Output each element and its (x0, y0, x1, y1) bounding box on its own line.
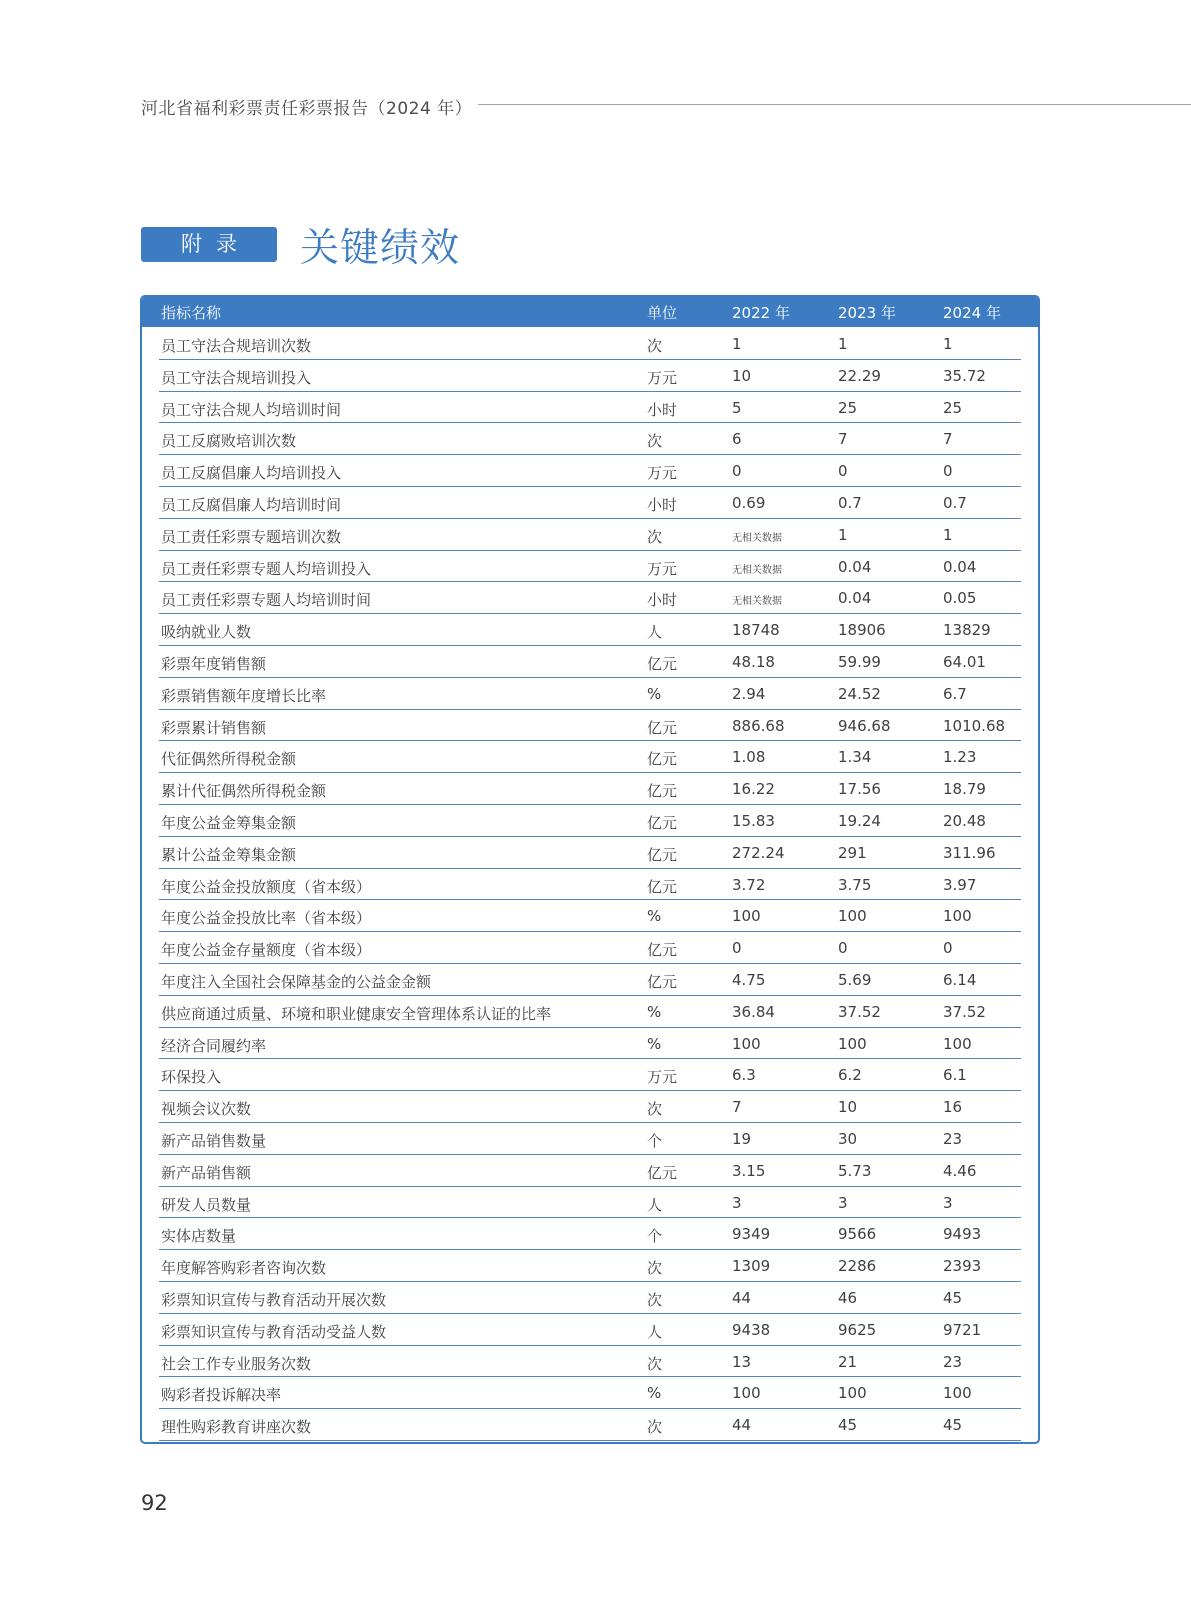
cell-indicator-name: 环保投入 (161, 1068, 222, 1087)
cell-value-2023: 5.69 (838, 970, 872, 989)
cell-unit: 次 (647, 1290, 663, 1309)
table-row (159, 582, 1021, 614)
cell-value-2024: 18.79 (943, 780, 986, 799)
cell-indicator-name: 员工反腐败培训次数 (161, 432, 297, 451)
column-header-2024: 2024 年 (943, 304, 1001, 322)
cell-unit: 次 (647, 1354, 663, 1373)
table-row (159, 360, 1021, 392)
cell-unit: % (647, 684, 662, 703)
cell-indicator-name: 吸纳就业人数 (161, 623, 252, 642)
cell-indicator-name: 研发人员数量 (161, 1195, 252, 1214)
cell-value-2024: 9721 (943, 1320, 982, 1339)
table-row (159, 328, 1021, 360)
table-row (159, 392, 1021, 424)
cell-value-2022: 2.94 (732, 684, 766, 703)
cell-unit: 亿元 (647, 782, 678, 801)
table-row (159, 519, 1021, 551)
cell-unit: 亿元 (647, 941, 678, 960)
table-row (159, 678, 1021, 710)
cell-indicator-name: 彩票年度销售额 (161, 654, 267, 673)
cell-value-2024: 100 (943, 907, 972, 926)
cell-value-2023: 3 (838, 1193, 848, 1212)
cell-value-2022: 15.83 (732, 811, 775, 830)
cell-unit: 亿元 (647, 1163, 678, 1182)
cell-value-2024: 100 (943, 1384, 972, 1403)
cell-value-2023: 946.68 (838, 716, 891, 735)
cell-value-2022: 6 (732, 430, 742, 449)
cell-indicator-name: 累计代征偶然所得税金额 (161, 782, 327, 801)
cell-unit: 次 (647, 1100, 663, 1119)
cell-indicator-name: 代征偶然所得税金额 (161, 750, 297, 769)
cell-value-2024: 37.52 (943, 1002, 986, 1021)
cell-value-2022: 36.84 (732, 1002, 775, 1021)
cell-value-2023: 59.99 (838, 652, 881, 671)
cell-value-2024: 3 (943, 1193, 953, 1212)
cell-value-2022: 100 (732, 1034, 761, 1053)
cell-indicator-name: 年度公益金投放额度（省本级） (161, 877, 372, 896)
table-row (159, 1155, 1021, 1187)
table-row (159, 1187, 1021, 1219)
cell-indicator-name: 员工责任彩票专题培训次数 (161, 527, 342, 546)
cell-indicator-name: 供应商通过质量、环境和职业健康安全管理体系认证的比率 (161, 1004, 552, 1023)
cell-value-2024: 1.23 (943, 748, 977, 767)
cell-unit: 亿元 (647, 813, 678, 832)
cell-value-2022: 1 (732, 335, 742, 353)
cell-value-2023: 9566 (838, 1225, 877, 1244)
cell-value-2023: 0 (838, 939, 848, 958)
cell-value-2024: 0 (943, 939, 953, 958)
cell-indicator-name: 员工守法合规培训次数 (161, 337, 312, 355)
appendix-badge: 附录 (141, 227, 277, 262)
cell-indicator-name: 社会工作专业服务次数 (161, 1354, 312, 1373)
table-row (159, 869, 1021, 901)
cell-unit: 小时 (647, 400, 678, 419)
cell-unit: 万元 (647, 368, 678, 387)
table-row (159, 646, 1021, 678)
cell-indicator-name: 理性购彩教育讲座次数 (161, 1418, 312, 1437)
cell-unit: % (647, 1002, 662, 1021)
cell-value-2024: 23 (943, 1352, 963, 1371)
table-row (159, 710, 1021, 742)
cell-indicator-name: 年度注入全国社会保障基金的公益金金额 (161, 972, 432, 991)
cell-unit: 亿元 (647, 877, 678, 896)
cell-value-2024: 6.7 (943, 684, 967, 703)
table-row (159, 487, 1021, 519)
cell-value-2022: 3 (732, 1193, 742, 1212)
cell-value-2024: 20.48 (943, 811, 986, 830)
table-row (159, 1346, 1021, 1378)
cell-value-2023: 0.04 (838, 589, 872, 608)
cell-unit: 个 (647, 1131, 663, 1150)
cell-value-2023: 1 (838, 525, 848, 544)
cell-unit: 亿元 (647, 845, 678, 864)
cell-indicator-name: 彩票销售额年度增长比率 (161, 686, 327, 705)
cell-value-2024: 23 (943, 1129, 963, 1148)
kpi-table (140, 295, 1040, 1444)
cell-unit: % (647, 1384, 662, 1403)
cell-value-2023: 9625 (838, 1320, 877, 1339)
cell-value-2023: 10 (838, 1098, 858, 1117)
table-row (159, 1250, 1021, 1282)
cell-unit: 次 (647, 1418, 663, 1437)
cell-value-2023: 7 (838, 430, 848, 449)
cell-value-2022: 9438 (732, 1320, 771, 1339)
table-row (159, 964, 1021, 996)
page-number: 92 (141, 1491, 168, 1515)
cell-indicator-name: 新产品销售数量 (161, 1131, 267, 1150)
cell-value-2023: 6.2 (838, 1066, 862, 1085)
cell-indicator-name: 彩票知识宣传与教育活动受益人数 (161, 1322, 387, 1341)
table-row (159, 455, 1021, 487)
cell-unit: 亿元 (647, 750, 678, 769)
cell-value-2023: 1.34 (838, 748, 872, 767)
cell-value-2024: 64.01 (943, 652, 986, 671)
cell-value-2022: 9349 (732, 1225, 771, 1244)
cell-value-2023: 22.29 (838, 366, 881, 385)
cell-value-2024: 2393 (943, 1257, 982, 1276)
cell-value-2023: 291 (838, 843, 867, 862)
cell-indicator-name: 员工反腐倡廉人均培训时间 (161, 495, 342, 514)
cell-value-2024: 13829 (943, 621, 991, 640)
cell-unit: 人 (647, 1322, 663, 1341)
cell-value-2022: 1309 (732, 1257, 771, 1276)
cell-value-2022: 19 (732, 1129, 752, 1148)
section-title: 关键绩效 (300, 226, 461, 271)
cell-value-2022: 3.15 (732, 1161, 766, 1180)
cell-value-2023: 24.52 (838, 684, 881, 703)
cell-value-2024: 311.96 (943, 843, 996, 862)
cell-indicator-name: 员工守法合规培训投入 (161, 368, 312, 387)
cell-value-2023: 18906 (838, 621, 886, 640)
table-row (159, 1314, 1021, 1346)
table-row (159, 1059, 1021, 1091)
table-header (142, 297, 1038, 327)
cell-indicator-name: 年度公益金筹集金额 (161, 813, 297, 832)
table-body (142, 328, 1038, 1441)
cell-indicator-name: 经济合同履约率 (161, 1036, 267, 1055)
cell-indicator-name: 彩票累计销售额 (161, 718, 267, 737)
table-row (159, 1028, 1021, 1060)
table-row (159, 1282, 1021, 1314)
cell-value-2024: 100 (943, 1034, 972, 1053)
cell-value-2022: 0 (732, 939, 742, 958)
cell-value-2022: 10 (732, 366, 752, 385)
cell-value-2024: 1 (943, 335, 953, 353)
table-row (159, 900, 1021, 932)
cell-indicator-name: 年度解答购彩者咨询次数 (161, 1259, 327, 1278)
cell-value-2024: 0.04 (943, 557, 977, 576)
cell-value-2022: 6.3 (732, 1066, 756, 1085)
cell-unit: 亿元 (647, 718, 678, 737)
cell-unit: 万元 (647, 559, 678, 578)
cell-value-2023: 19.24 (838, 811, 881, 830)
table-row (159, 805, 1021, 837)
cell-unit: 小时 (647, 591, 678, 610)
table-row (159, 551, 1021, 583)
cell-unit: 次 (647, 1259, 663, 1278)
table-row (159, 1091, 1021, 1123)
cell-value-2023: 0 (838, 462, 848, 481)
cell-value-2024: 6.1 (943, 1066, 967, 1085)
cell-indicator-name: 彩票知识宣传与教育活动开展次数 (161, 1290, 387, 1309)
cell-value-2022: 18748 (732, 621, 780, 640)
column-header-2023: 2023 年 (838, 304, 896, 322)
cell-value-2024: 0 (943, 462, 953, 481)
cell-unit: % (647, 1034, 662, 1053)
cell-value-2022: 100 (732, 907, 761, 926)
cell-value-2022: 100 (732, 1384, 761, 1403)
cell-indicator-name: 视频会议次数 (161, 1100, 252, 1119)
cell-indicator-name: 购彩者投诉解决率 (161, 1386, 282, 1405)
cell-value-2023: 3.75 (838, 875, 872, 894)
cell-value-2023: 21 (838, 1352, 858, 1371)
cell-unit: 次 (647, 527, 663, 546)
cell-value-2024: 7 (943, 430, 953, 449)
table-row (159, 741, 1021, 773)
cell-indicator-name: 新产品销售额 (161, 1163, 252, 1182)
cell-value-2024: 1010.68 (943, 716, 1006, 735)
cell-value-2024: 6.14 (943, 970, 977, 989)
cell-unit: 亿元 (647, 972, 678, 991)
cell-value-2023: 100 (838, 1034, 867, 1053)
cell-value-2022: 无相关数据 (732, 564, 782, 576)
cell-indicator-name: 员工责任彩票专题人均培训投入 (161, 559, 372, 578)
cell-value-2022: 16.22 (732, 780, 775, 799)
cell-unit: 人 (647, 623, 663, 642)
cell-value-2023: 46 (838, 1288, 858, 1307)
cell-unit: 万元 (647, 1068, 678, 1087)
cell-indicator-name: 员工反腐倡廉人均培训投入 (161, 464, 342, 483)
cell-indicator-name: 实体店数量 (161, 1227, 237, 1246)
cell-value-2023: 0.7 (838, 493, 862, 512)
table-row (159, 773, 1021, 805)
cell-value-2023: 1 (838, 335, 848, 353)
cell-value-2023: 25 (838, 398, 858, 417)
running-header-title: 河北省福利彩票责任彩票报告（2024 年） (141, 99, 473, 119)
cell-unit: 次 (647, 337, 663, 355)
cell-value-2024: 35.72 (943, 366, 986, 385)
cell-value-2022: 44 (732, 1288, 752, 1307)
cell-value-2023: 45 (838, 1416, 858, 1435)
cell-value-2023: 100 (838, 1384, 867, 1403)
table-row (159, 996, 1021, 1028)
cell-indicator-name: 累计公益金筹集金额 (161, 845, 297, 864)
table-row (159, 1218, 1021, 1250)
cell-value-2022: 272.24 (732, 843, 785, 862)
cell-value-2023: 0.04 (838, 557, 872, 576)
cell-value-2024: 4.46 (943, 1161, 977, 1180)
cell-value-2024: 25 (943, 398, 963, 417)
column-header-2022: 2022 年 (732, 304, 790, 322)
cell-indicator-name: 员工守法合规人均培训时间 (161, 400, 342, 419)
cell-value-2022: 0.69 (732, 493, 766, 512)
table-row (159, 1409, 1021, 1441)
cell-value-2022: 7 (732, 1098, 742, 1117)
cell-indicator-name: 年度公益金投放比率（省本级） (161, 909, 372, 928)
cell-unit: 人 (647, 1195, 663, 1214)
cell-unit: 万元 (647, 464, 678, 483)
column-header-name: 指标名称 (161, 304, 222, 322)
cell-unit: 小时 (647, 495, 678, 514)
cell-value-2024: 1 (943, 525, 953, 544)
cell-value-2022: 13 (732, 1352, 752, 1371)
cell-value-2022: 48.18 (732, 652, 775, 671)
cell-value-2022: 3.72 (732, 875, 766, 894)
cell-value-2023: 17.56 (838, 780, 881, 799)
table-row (159, 837, 1021, 869)
cell-unit: 个 (647, 1227, 663, 1246)
cell-value-2024: 45 (943, 1416, 963, 1435)
header-rule (478, 104, 1191, 105)
cell-unit: % (647, 907, 662, 926)
table-row (159, 614, 1021, 646)
table-row (159, 1123, 1021, 1155)
table-row (159, 423, 1021, 455)
cell-value-2024: 9493 (943, 1225, 982, 1244)
cell-value-2022: 0 (732, 462, 742, 481)
cell-unit: 次 (647, 432, 663, 451)
cell-value-2024: 16 (943, 1098, 963, 1117)
cell-indicator-name: 员工责任彩票专题人均培训时间 (161, 591, 372, 610)
cell-indicator-name: 年度公益金存量额度（省本级） (161, 941, 372, 960)
cell-value-2024: 0.05 (943, 589, 977, 608)
table-row (159, 1377, 1021, 1409)
cell-value-2022: 1.08 (732, 748, 766, 767)
cell-value-2022: 无相关数据 (732, 596, 782, 608)
cell-value-2022: 886.68 (732, 716, 785, 735)
cell-value-2022: 44 (732, 1416, 752, 1435)
cell-value-2024: 45 (943, 1288, 963, 1307)
cell-value-2022: 无相关数据 (732, 532, 782, 544)
cell-value-2024: 3.97 (943, 875, 977, 894)
cell-value-2023: 37.52 (838, 1002, 881, 1021)
cell-value-2023: 100 (838, 907, 867, 926)
cell-value-2023: 5.73 (838, 1161, 872, 1180)
cell-value-2022: 4.75 (732, 970, 766, 989)
cell-value-2022: 5 (732, 398, 742, 417)
cell-value-2024: 0.7 (943, 493, 967, 512)
cell-unit: 亿元 (647, 654, 678, 673)
column-header-unit: 单位 (647, 304, 678, 322)
cell-value-2023: 30 (838, 1129, 858, 1148)
table-row (159, 932, 1021, 964)
cell-value-2023: 2286 (838, 1257, 877, 1276)
